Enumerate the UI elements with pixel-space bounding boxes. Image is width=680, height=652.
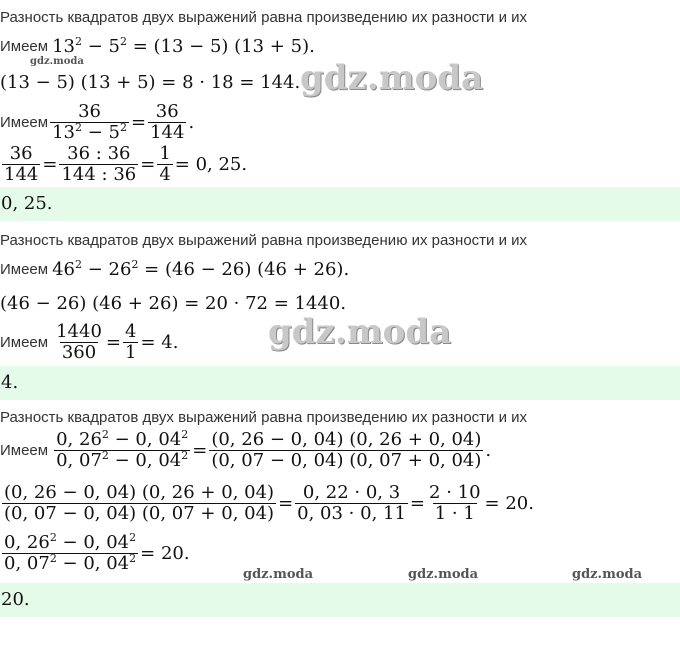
intro-text-3: Разность квадратов двух выражений равна произведению их разности и их bbox=[0, 409, 528, 426]
p2-frac-a bbox=[54, 322, 104, 363]
p1-line2: (13 − 5) (13 + 5) = 8 · 18 = 144. bbox=[0, 72, 301, 93]
p1-fraction-right bbox=[148, 102, 186, 143]
p1-expr1: $13^2 - 5^2 = (13 - 5) (13 + 5)$. bbox=[52, 35, 315, 57]
denominator: 4 bbox=[159, 164, 171, 185]
numerator: 36 : 36 bbox=[67, 143, 131, 164]
intro-text-2: Разность квадратов двух выражений равна произведению их разности и их bbox=[0, 232, 528, 249]
p3-line3 bbox=[0, 533, 190, 574]
p1-frac-b bbox=[59, 144, 138, 185]
numerator: 36 bbox=[78, 101, 101, 122]
denominator: 0, $07^2 - 0$, $04^2$ bbox=[56, 449, 189, 471]
p3-l2-frac-b bbox=[295, 483, 408, 524]
numerator: 0, $26^2 - 0$, $04^2$ bbox=[56, 428, 189, 450]
watermark-small-1: gdz.moda bbox=[243, 567, 314, 582]
denominator: 360 bbox=[61, 342, 97, 363]
word-have: Имеем bbox=[0, 261, 49, 278]
intro-text-1: Разность квадратов двух выражений равна произведению их разности и их bbox=[0, 9, 528, 26]
answer-3: 20. bbox=[1, 589, 30, 610]
p3-line1: Имеем $\frac{0, 26^2 - 0, 04^2}{0, 07^2 - 0, 04^2}$ = $\frac{(0, 26 - 0, 04) (0, 26 + 0, 04)}{(0, 07 - 0, 04) (0, 07 + 0, 04)}$ . bbox=[0, 428, 492, 471]
denominator: 1 · 1 bbox=[434, 503, 475, 524]
denominator: (0, 07 − 0, 04) (0, 07 + 0, 04) bbox=[211, 450, 482, 471]
watermark-small-2: gdz.moda bbox=[408, 567, 479, 582]
p2-line2: (46 − 26) (46 + 26) = 20 · 72 = 1440. bbox=[0, 293, 347, 314]
numerator: 4 bbox=[125, 321, 137, 342]
p3-l3-tail: = 20. bbox=[140, 543, 190, 564]
denominator: 1 bbox=[125, 342, 137, 363]
numerator: (0, 26 − 0, 04) (0, 26 + 0, 04) bbox=[211, 429, 482, 450]
p1-line1 bbox=[0, 36, 315, 57]
denominator: 144 bbox=[150, 122, 185, 143]
watermark-small-3: gdz.moda bbox=[572, 567, 643, 582]
word-have: Имеем bbox=[0, 334, 49, 351]
numerator: (0, 26 − 0, 04) (0, 26 + 0, 04) bbox=[4, 482, 275, 503]
numerator: 0, $26^2 - 0$, $04^2$ bbox=[4, 531, 137, 553]
numerator: 1440 bbox=[56, 321, 102, 342]
denominator: (0, 07 − 0, 04) (0, 07 + 0, 04) bbox=[4, 503, 275, 524]
p3-line2: $\frac{(0, 26 - 0, 04) (0, 26 + 0, 04)}{(0, 07 - 0, 04) (0, 07 + 0, 04)}$ = $\frac{0, 22 \cdot 0, 3}{0, 03 \cdot 0, 11}$ = $\frac{2 \cdot 10}{1 \cdot 1}$ = 20. bbox=[4, 482, 534, 524]
numerator: 0, 22 · 0, 3 bbox=[302, 482, 401, 503]
numerator: 36 bbox=[9, 143, 33, 164]
answer-1: 0, 25. bbox=[1, 193, 53, 214]
p1-line3: Имеем $\frac{36}{13^2 - 5^2}$ = $\frac{36}{144}$ . bbox=[0, 101, 195, 143]
watermark-tiny: gdz.moda bbox=[30, 56, 84, 67]
p3-l2-frac-c bbox=[427, 483, 483, 524]
answer-box-1 bbox=[0, 187, 680, 221]
p2-frac-b bbox=[123, 322, 138, 363]
denominator: 0, $07^2 - 0$, $04^2$ bbox=[4, 552, 137, 574]
answer-box-3 bbox=[0, 583, 680, 617]
p3-l2-tail: = 20. bbox=[484, 493, 534, 514]
numerator: 2 · 10 bbox=[429, 482, 481, 503]
denominator: 144 bbox=[4, 164, 39, 185]
p1-fraction-left bbox=[50, 102, 129, 143]
denominator: 0, 03 · 0, 11 bbox=[297, 503, 406, 524]
p3-l1-frac-a bbox=[54, 430, 190, 471]
watermark-large-1: gdz.moda bbox=[300, 58, 484, 98]
p3-l2-frac-a bbox=[2, 483, 276, 524]
word-have: Имеем bbox=[0, 114, 49, 131]
p1-frac-c bbox=[157, 144, 172, 185]
p3-l3-frac bbox=[2, 533, 138, 574]
p2-line1 bbox=[0, 259, 349, 280]
p1-frac-a bbox=[2, 144, 40, 185]
word-have: Имеем bbox=[0, 442, 49, 459]
denominator: $13^2 - 5^2$ bbox=[52, 121, 127, 143]
numerator: 1 bbox=[159, 143, 171, 164]
p1-line4: $\frac{36}{144}$ = $\frac{36 : 36}{144 : 36}$ = $\frac{1}{4}$ = 0, 25. bbox=[4, 143, 248, 185]
denominator: 144 : 36 bbox=[61, 164, 137, 185]
p2-expr1: $46^2 - 26^2 = (46 - 26) (46 + 26)$. bbox=[52, 258, 350, 280]
word-have: Имеем bbox=[0, 38, 49, 55]
answer-box-2 bbox=[0, 366, 680, 400]
numerator: 36 bbox=[155, 101, 179, 122]
p1-result: = 0, 25. bbox=[174, 154, 248, 175]
watermark-large-2: gdz.moda bbox=[268, 312, 452, 352]
p2-tail: = 4. bbox=[140, 332, 179, 353]
p2-line3: Имеем $\frac{1440}{360}$ = $\frac{4}{1}$ = 4. bbox=[0, 321, 179, 363]
answer-2: 4. bbox=[1, 372, 19, 393]
p3-l1-frac-b bbox=[209, 430, 483, 471]
